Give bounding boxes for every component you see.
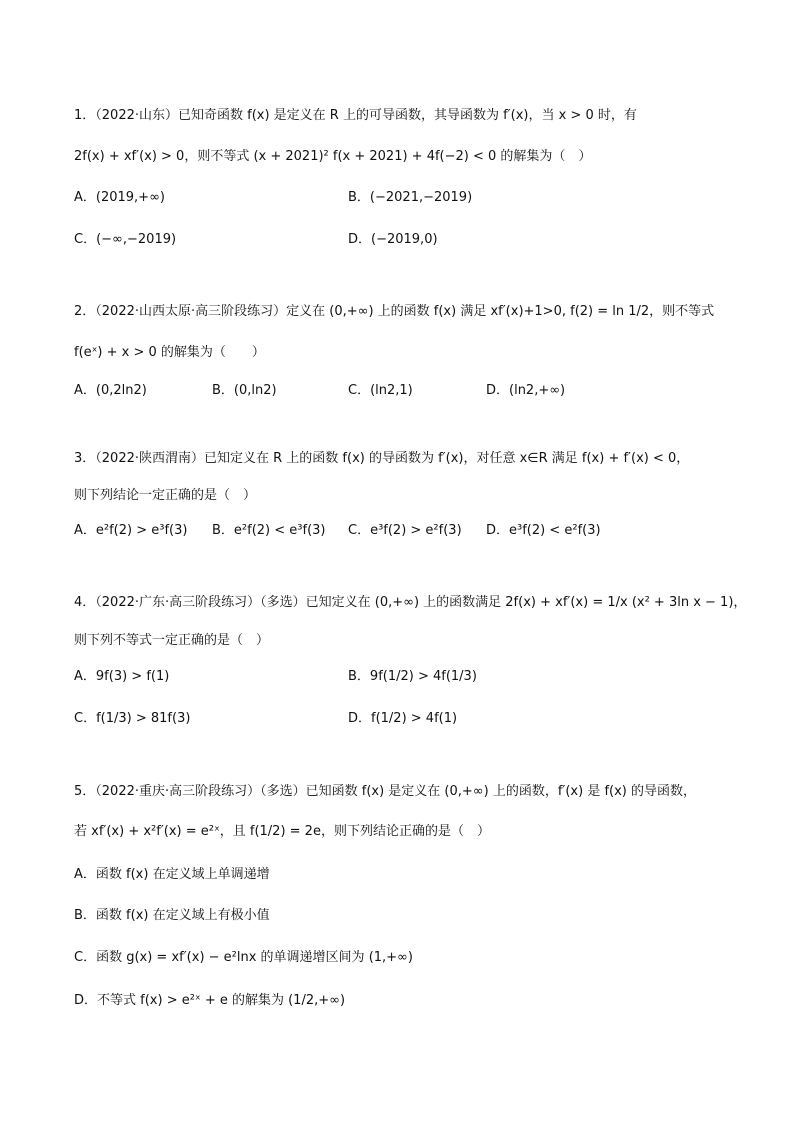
q4-stem-line-2: 则下列不等式一定正确的是（ ） (74, 633, 270, 648)
q2-option-b: B．(0,ln2) (212, 383, 277, 398)
q5-option-d: D．不等式 f(x) > e²ˣ + e 的解集为 (1/2,+∞) (74, 993, 346, 1008)
q1-option-d: D．(−2019,0) (348, 232, 438, 247)
q3-stem-line-1: 3．（2022·陕西渭南）已知定义在 R 上的函数 f(x) 的导函数为 f′(x)，对任意 x∈R 满足 f(x) + f′(x) < 0， (74, 451, 690, 466)
q3-option-d: D．e³f(2) < e²f(3) (486, 523, 601, 538)
q2-stem-line-1: 2．（2022·山西太原·高三阶段练习）定义在 (0,+∞) 上的函数 f(x) 满足 xf′(x)+1>0, f(2) = ln 1/2，则不等式 (74, 304, 715, 319)
q5-stem-line-2: 若 xf′(x) + x²f′(x) = e²ˣ，且 f(1/2) = 2e，则下列结论正确的是（ ） (74, 824, 490, 839)
q2-stem-line-2: f(eˣ) + x > 0 的解集为（ ） (74, 345, 265, 360)
q5-option-a: A．函数 f(x) 在定义域上单调递增 (74, 867, 270, 882)
q3-option-b: B．e²f(2) < e³f(3) (212, 523, 326, 538)
q4-option-d: D．f(1/2) > 4f(1) (348, 711, 458, 726)
q1-option-a: A．(2019,+∞) (74, 190, 165, 205)
q4-stem-line-1: 4．（2022·广东·高三阶段练习）（多选）已知定义在 (0,+∞) 上的函数满足 2f(x) + xf′(x) = 1/x (x² + 3ln x − 1)， (74, 595, 747, 610)
q3-option-a: A．e²f(2) > e³f(3) (74, 523, 188, 538)
q5-stem-line-1: 5．（2022·重庆·高三阶段练习）（多选）已知函数 f(x) 是定义在 (0,+∞) 上的函数，f′(x) 是 f(x) 的导函数， (74, 784, 697, 799)
q5-option-b: B．函数 f(x) 在定义域上有极小值 (74, 908, 270, 923)
q1-option-c: C．(−∞,−2019) (74, 232, 177, 247)
q3-option-c: C．e³f(2) > e²f(3) (348, 523, 462, 538)
q1-stem-line-2: 2f(x) + xf′(x) > 0，则不等式 (x + 2021)² f(x + 2021) + 4f(−2) < 0 的解集为（ ） (74, 149, 592, 164)
q4-option-a: A．9f(3) > f(1) (74, 669, 170, 684)
q1-option-b: B．(−2021,−2019) (348, 190, 473, 205)
q3-stem-line-2: 则下列结论一定正确的是（ ） (74, 488, 257, 503)
q2-option-c: C．(ln2,1) (348, 383, 413, 398)
q4-option-c: C．f(1/3) > 81f(3) (74, 711, 191, 726)
q1-stem-line-1: 1．（2022·山东）已知奇函数 f(x) 是定义在 R 上的可导函数，其导函数为 f′(x)，当 x > 0 时，有 (74, 108, 637, 123)
q2-option-a: A．(0,2ln2) (74, 383, 147, 398)
q5-option-c: C．函数 g(x) = xf′(x) − e²lnx 的单调递增区间为 (1,+∞) (74, 950, 413, 965)
q4-option-b: B．9f(1/2) > 4f(1/3) (348, 669, 477, 684)
q2-option-d: D．(ln2,+∞) (486, 383, 566, 398)
